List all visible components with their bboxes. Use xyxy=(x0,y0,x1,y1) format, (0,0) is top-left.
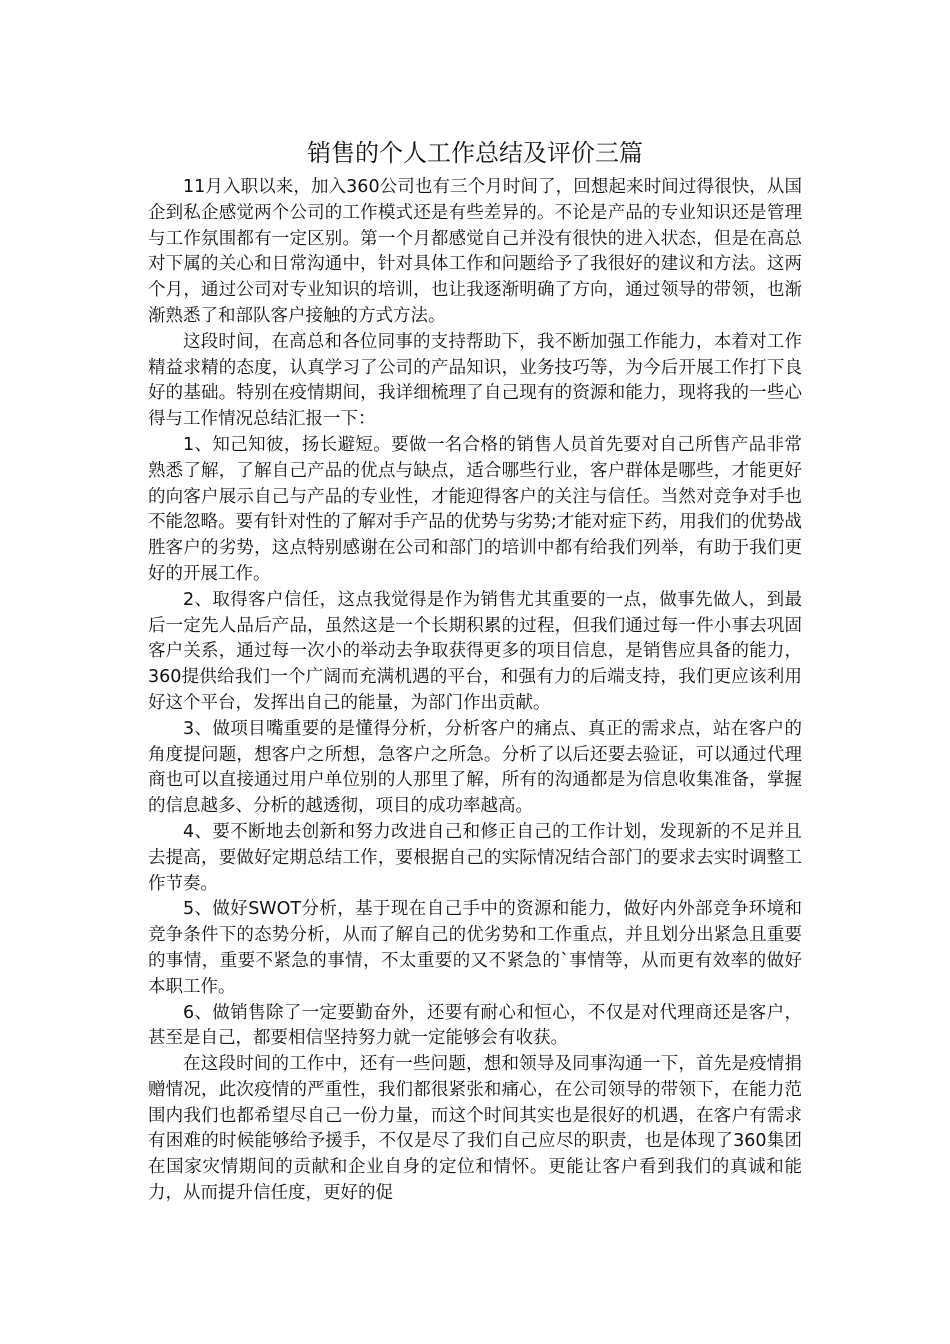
document-title: 销售的个人工作总结及评价三篇 xyxy=(307,139,643,167)
paragraph-issues: 在这段时间的工作中，还有一些问题，想和领导及同事沟通一下，首先是疫情捐赠情况，此次疫情的严重性，我们都很紧张和痛心，在公司领导的带领下，在能力范围内我们也都希望尽自己一份力量，而这个时间其实也是很好的机遇，在客户有需求有困难的时候能够给予援手，不仅是尽了我们自己应尽的职责，也是体现了360集团在国家灾情期间的贡献和企业自身的定位和情怀。更能让客户看到我们的真诚和能力，从而提升信任度，更好的促 xyxy=(148,1054,802,1204)
paragraph-point-3: 3、做项目嘴重要的是懂得分析，分析客户的痛点、真正的需求点，站在客户的角度提问题，想客户之所想，急客户之所急。分析了以后还要去验证，可以通过代理商也可以直接通过用户单位别的人那里了解，所有的沟通都是为信息收集准备，掌握的信息越多、分析的越透彻，项目的成功率越高。 xyxy=(148,718,802,817)
paragraph-point-2: 2、取得客户信任，这点我觉得是作为销售尤其重要的一点，做事先做人，到最后一定先人品后产品，虽然这是一个长期积累的过程，但我们通过每一件小事去巩固客户关系，通过每一次小的举动去争取获得更多的项目信息，是销售应具备的能力，360提供给我们一个广阔而充满机遇的平台，和强有力的后端支持，我们更应该利用好这个平台，发挥出自己的能量，为部门作出贡献。 xyxy=(148,589,802,713)
paragraph-point-5: 5、做好SWOT分析，基于现在自己手中的资源和能力，做好内外部竞争环境和竞争条件下的态势分析，从而了解自己的优劣势和工作重点，并且划分出紧急且重要的事情，重要不紧急的事情，不太重要的又不紧急的`事情等，从而更有效率的做好本职工作。 xyxy=(148,899,802,997)
paragraph-point-1: 1、知己知彼，扬长避短。要做一名合格的销售人员首先要对自己所售产品非常熟悉了解，了解自己产品的优点与缺点，适合哪些行业，客户群体是哪些，才能更好的向客户展示自己与产品的专业性，才能迎得客户的关注与信任。当然对竞争对手也不能忽略。要有针对性的了解对手产品的优势与劣势;才能对症下药，用我们的优势战胜客户的劣势，这点特别感谢在公司和部门的培训中都有给我们列举，有助于我们更好的开展工作。 xyxy=(148,434,802,584)
paragraph-intro: 11月入职以来，加入360公司也有三个月时间了，回想起来时间过得很快，从国企到私企感觉两个公司的工作模式还是有些差异的。不论是产品的专业知识还是管理与工作氛围都有一定区别。第一个月都感觉自己并没有很快的进入状态，但是在高总对下属的关心和日常沟通中，针对具体工作和问题给予了我很好的建议和方法。这两个月，通过公司对专业知识的培训，也让我逐渐明确了方向，通过领导的带领，也渐渐熟悉了和部队客户接触的方式方法。 xyxy=(148,177,802,326)
paragraph-point-4: 4、要不断地去创新和努力改进自己和修正自己的工作计划，发现新的不足并且去提高，要做好定期总结工作，要根据自己的实际情况结合部门的要求去实时调整工作节奏。 xyxy=(148,821,802,894)
paragraph-overview: 这段时间，在高总和各位同事的支持帮助下，我不断加强工作能力，本着对工作精益求精的态度，认真学习了公司的产品知识，业务技巧等，为今后开展工作打下良好的基础。特别在疫情期间，我详细梳理了自己现有的资源和能力，现将我的一些心得与工作情况总结汇报一下： xyxy=(148,331,802,430)
paragraph-point-6: 6、做销售除了一定要勤奋外，还要有耐心和恒心，不仅是对代理商还是客户，甚至是自己，都要相信坚持努力就一定能够会有收获。 xyxy=(148,1002,802,1049)
document-body xyxy=(148,175,802,1207)
